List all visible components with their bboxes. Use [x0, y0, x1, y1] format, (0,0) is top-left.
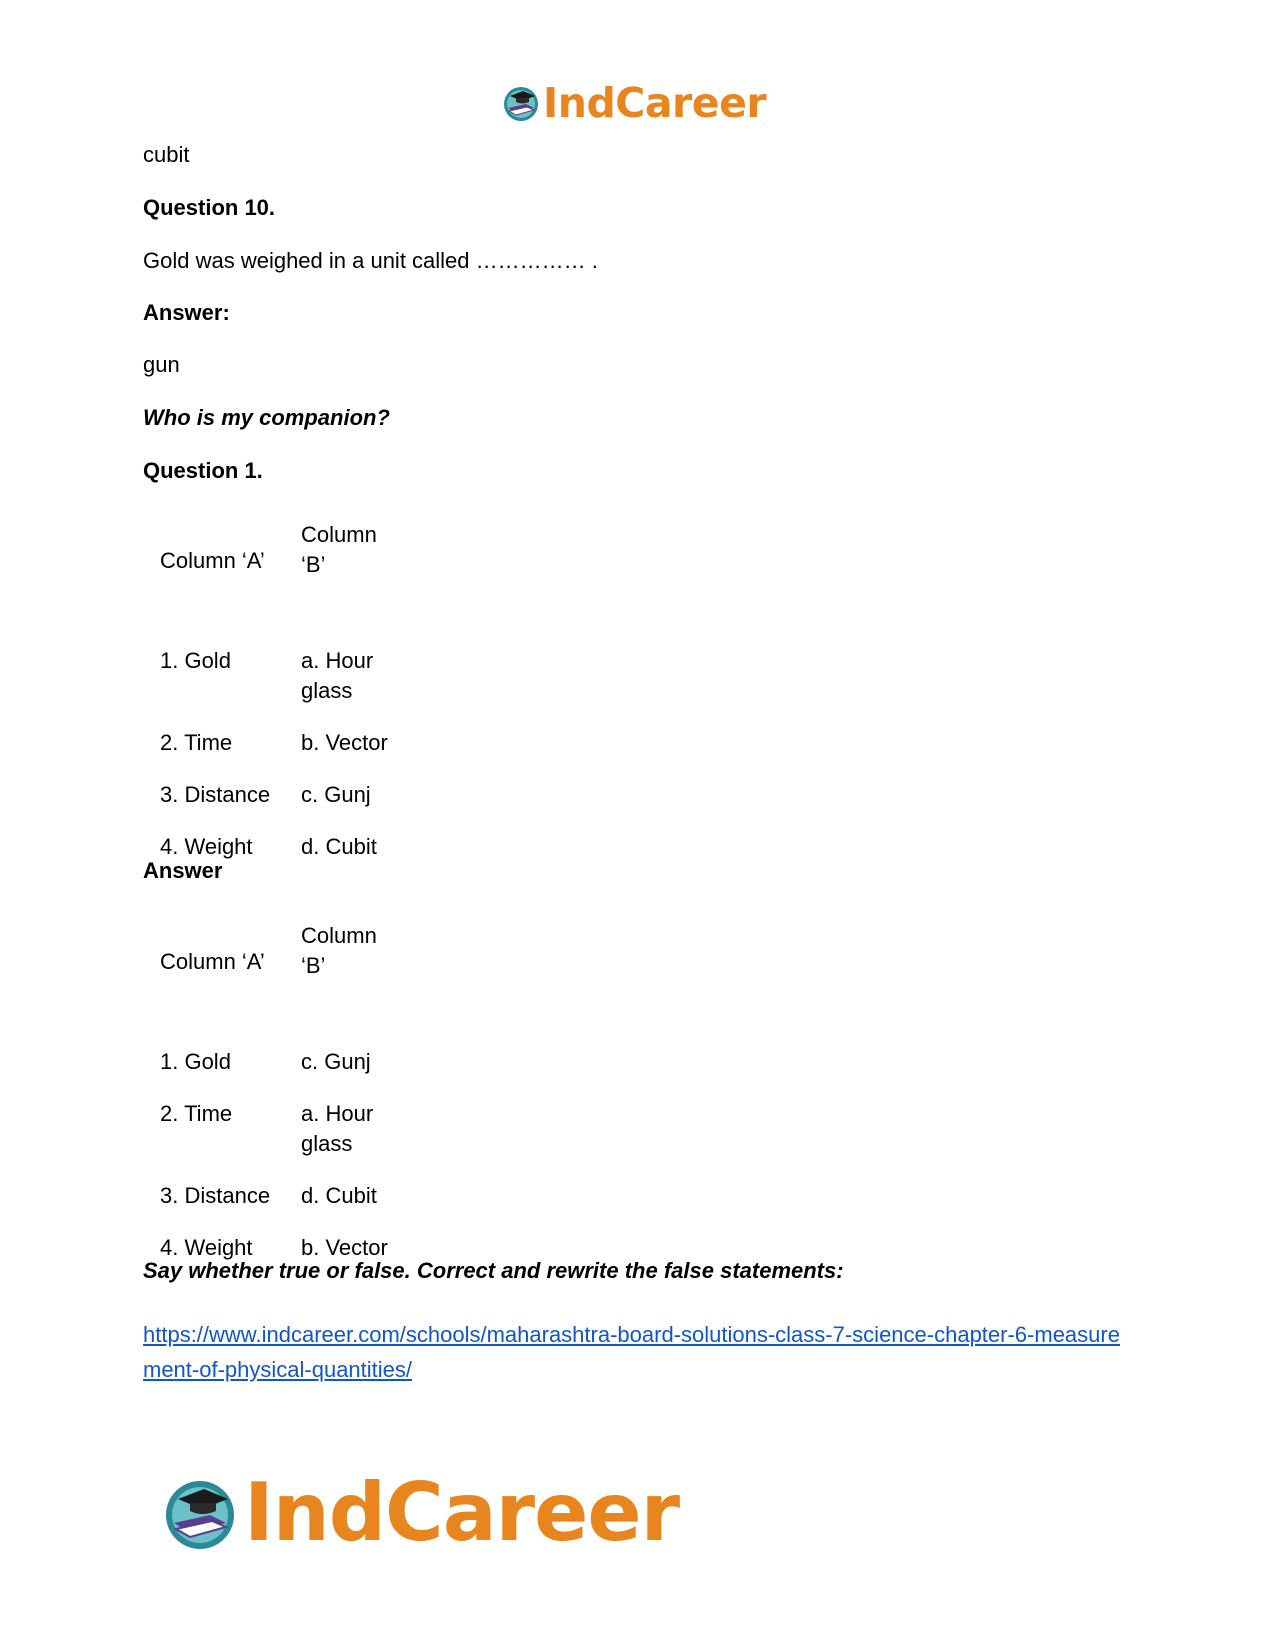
- table-row: [150, 1099, 411, 1181]
- header-logo: [501, 80, 766, 126]
- column-b-cell: d. Cubit: [301, 1183, 377, 1208]
- column-a-cell: 3. Distance: [160, 782, 271, 807]
- table-row: [150, 728, 411, 780]
- question-10-answer-label: Answer:: [143, 300, 230, 325]
- column-a-cell: 2. Time: [160, 1101, 233, 1126]
- source-url-link[interactable]: https://www.indcareer.com/schools/maharashtra-board-solutions-class-7-science-chapter-6-measurement-of-physical-quantities/: [143, 1322, 1120, 1382]
- question-10-answer: gun: [143, 352, 180, 377]
- column-a-cell: 2. Time: [160, 730, 233, 755]
- column-b-header: Column ‘B’: [301, 923, 377, 978]
- column-a-cell: 1. Gold: [160, 1049, 231, 1074]
- graduation-cap-books-globe-icon: [501, 83, 541, 123]
- column-b-cell: b. Vector: [301, 1235, 388, 1260]
- footer-logo: [160, 1468, 679, 1558]
- question-match-table: [150, 508, 411, 884]
- column-a-cell: 3. Distance: [160, 1183, 271, 1208]
- section-heading-companion: Who is my companion?: [143, 405, 390, 430]
- table-row: [150, 1037, 411, 1099]
- section-heading-true-false: Say whether true or false. Correct and rewrite the false statements:: [143, 1258, 844, 1283]
- column-a-cell: 4. Weight: [160, 834, 253, 859]
- answer-match-table: [150, 909, 411, 1285]
- logo-wordmark: IndCareer: [244, 1466, 680, 1559]
- answer-label: Answer: [143, 858, 223, 883]
- graduation-cap-books-globe-icon: [160, 1473, 240, 1553]
- table-header-row: [150, 909, 411, 1037]
- column-b-cell: b. Vector: [301, 730, 388, 755]
- question-10-text: Gold was weighed in a unit called …………… .: [143, 248, 598, 273]
- table-row: [150, 636, 411, 728]
- column-b-header: Column ‘B’: [301, 522, 377, 577]
- column-b-cell: a. Hour glass: [301, 648, 374, 703]
- column-b-cell: d. Cubit: [301, 834, 377, 859]
- table-header-row: [150, 508, 411, 636]
- column-b-cell: c. Gunj: [301, 782, 371, 807]
- column-b-cell: c. Gunj: [301, 1049, 371, 1074]
- column-a-header: Column ‘A’: [160, 548, 265, 573]
- question-10-title: Question 10.: [143, 195, 276, 220]
- logo-wordmark: IndCareer: [543, 78, 767, 127]
- table-row: [150, 1181, 411, 1233]
- table-row: [150, 780, 411, 832]
- column-a-cell: 1. Gold: [160, 648, 231, 673]
- question-1-title: Question 1.: [143, 458, 263, 483]
- column-b-cell: a. Hour glass: [301, 1101, 374, 1156]
- previous-answer-text: cubit: [143, 142, 190, 167]
- column-a-cell: 4. Weight: [160, 1235, 253, 1260]
- column-a-header: Column ‘A’: [160, 949, 265, 974]
